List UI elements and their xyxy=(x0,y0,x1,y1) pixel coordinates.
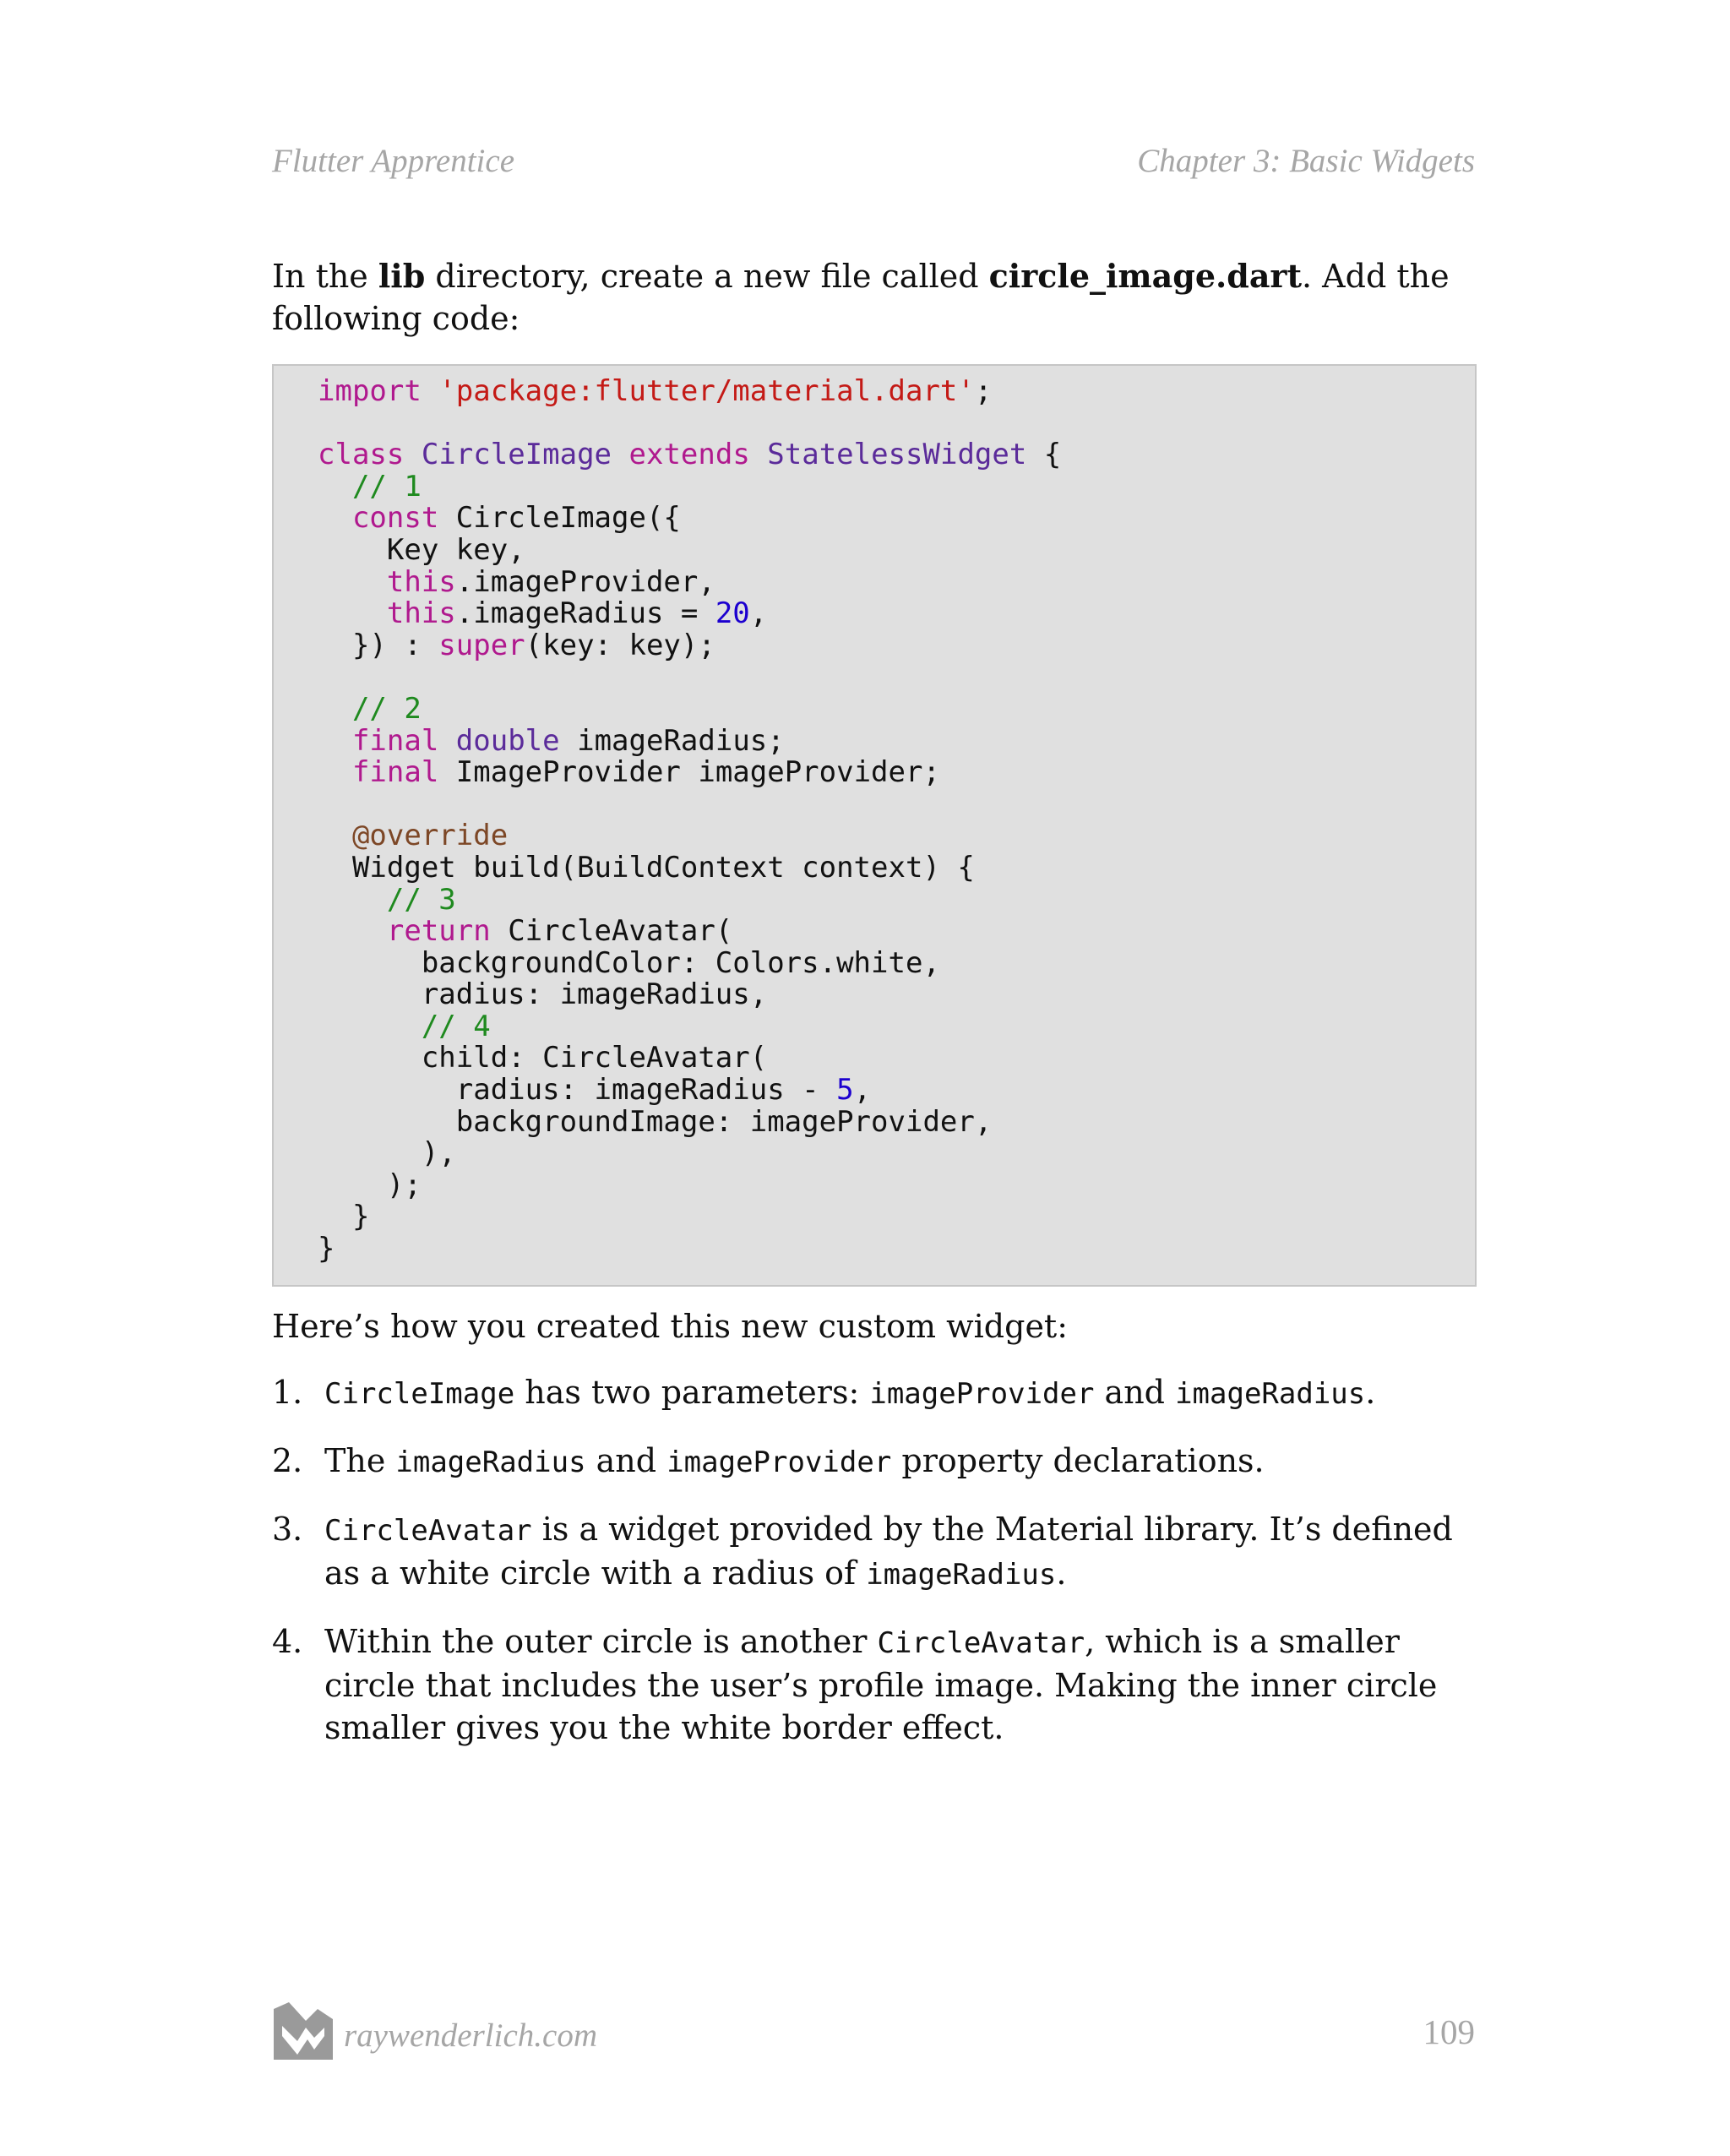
code-comment: // 3 xyxy=(318,882,456,917)
intro-text: . Add the following code: xyxy=(272,258,1450,337)
list-number: 4. xyxy=(272,1623,303,1660)
code-text: , xyxy=(853,1073,872,1108)
code-comment: // 1 xyxy=(318,469,422,504)
inline-code: CircleAvatar xyxy=(877,1626,1085,1660)
chapter-title: Chapter 3: Basic Widgets xyxy=(1137,143,1475,179)
code-text xyxy=(404,438,421,471)
code-keyword: class xyxy=(318,438,405,472)
list-number: 1. xyxy=(272,1374,303,1411)
code-text xyxy=(318,755,352,789)
code-text xyxy=(438,724,455,758)
code-text: ), xyxy=(318,1136,456,1171)
code-text: .imageRadius = xyxy=(455,596,715,631)
list-text: Within the outer circle is another xyxy=(324,1623,878,1660)
inline-code: CircleAvatar xyxy=(324,1514,532,1548)
code-keyword: this xyxy=(386,564,456,599)
inline-code: imageRadius xyxy=(1175,1377,1366,1411)
list-text: and xyxy=(1094,1374,1176,1411)
inline-code: imageProvider xyxy=(869,1377,1095,1411)
lib-directory-name: lib xyxy=(378,257,426,295)
list-item xyxy=(272,1508,1475,1596)
intro-text: directory, create a new file called xyxy=(425,258,989,295)
code-text: .imageProvider, xyxy=(455,564,715,599)
footer-site-name: raywenderlich.com xyxy=(344,2017,598,2054)
code-text xyxy=(318,501,352,535)
code-text xyxy=(318,596,387,630)
code-keyword: return xyxy=(386,914,491,949)
code-text: , xyxy=(749,596,768,631)
code-text: Key key, xyxy=(318,532,525,567)
list-text: and xyxy=(585,1442,667,1479)
list-number: 3. xyxy=(272,1511,303,1548)
code-text xyxy=(750,438,767,471)
code-number: 5 xyxy=(836,1073,854,1108)
code-keyword: final xyxy=(351,723,439,758)
code-listing xyxy=(318,376,1061,1266)
code-text: ; xyxy=(974,374,993,408)
code-text: ); xyxy=(318,1168,422,1202)
code-text: radius: imageRadius, xyxy=(318,977,768,1012)
code-keyword: const xyxy=(351,501,439,536)
code-string: 'package:flutter/material.dart' xyxy=(438,374,975,408)
explanation-lead: Here’s how you created this new custom widget: xyxy=(272,1308,1069,1345)
code-type: CircleImage xyxy=(421,438,612,472)
inline-code: CircleImage xyxy=(324,1377,515,1411)
list-item xyxy=(272,1620,1475,1749)
list-text: . xyxy=(1056,1554,1067,1592)
intro-paragraph xyxy=(272,255,1475,340)
list-number: 2. xyxy=(272,1442,303,1479)
list-text: property declarations. xyxy=(891,1442,1265,1479)
code-text: backgroundImage: imageProvider, xyxy=(318,1104,993,1139)
code-keyword: this xyxy=(386,596,456,631)
code-keyword: import xyxy=(318,374,422,408)
code-keyword: extends xyxy=(628,438,750,472)
inline-code: imageProvider xyxy=(666,1446,892,1479)
raywenderlich-logo-icon xyxy=(274,2002,333,2060)
code-text: child: CircleAvatar( xyxy=(318,1041,768,1075)
inline-code: imageRadius xyxy=(866,1558,1057,1592)
code-text: }) : xyxy=(318,628,439,662)
intro-text: In the xyxy=(272,258,378,295)
code-text xyxy=(318,724,352,758)
code-number: 20 xyxy=(715,596,750,631)
code-text xyxy=(612,438,628,471)
page-number: 109 xyxy=(1423,2012,1475,2051)
list-text: , which is a smaller circle that includes the user’s profile image. Making the inner circle smaller gives you the white border effect. xyxy=(324,1623,1438,1746)
code-keyword: super xyxy=(438,628,525,662)
code-text xyxy=(422,374,438,408)
code-text: { xyxy=(1026,438,1062,472)
code-type: double xyxy=(455,723,560,758)
code-text: CircleAvatar( xyxy=(490,914,733,949)
code-text: CircleImage({ xyxy=(438,501,681,536)
code-keyword: final xyxy=(351,755,439,790)
list-text: . xyxy=(1365,1374,1376,1411)
code-text: imageRadius; xyxy=(559,723,785,758)
book-title: Flutter Apprentice xyxy=(272,143,515,179)
list-item xyxy=(272,1371,1475,1415)
code-annotation: @override xyxy=(318,819,509,853)
code-text: } xyxy=(318,1200,370,1234)
file-name: circle_image.dart xyxy=(988,257,1303,295)
code-text: } xyxy=(318,1232,335,1266)
code-block xyxy=(272,364,1477,1287)
inline-code: imageRadius xyxy=(395,1446,586,1479)
code-text: backgroundColor: Colors.white, xyxy=(318,945,940,980)
code-type: StatelessWidget xyxy=(767,438,1027,472)
list-text: has two parameters: xyxy=(514,1374,870,1411)
list-item xyxy=(272,1440,1475,1484)
code-comment: // 2 xyxy=(318,691,422,726)
code-text xyxy=(318,914,387,948)
code-text: radius: imageRadius - xyxy=(318,1073,837,1108)
code-comment: // 4 xyxy=(318,1009,491,1043)
list-text: is a widget provided by the Material library. It’s defined as a white circle with a radius of xyxy=(324,1511,1453,1592)
list-text: The xyxy=(324,1442,396,1479)
running-header xyxy=(272,142,1475,184)
code-text: Widget build(BuildContext context) { xyxy=(318,850,975,885)
code-text: (key: key); xyxy=(525,628,715,662)
code-text xyxy=(318,565,387,599)
code-text: ImageProvider imageProvider; xyxy=(438,755,940,790)
explanation-list xyxy=(272,1371,1475,1773)
